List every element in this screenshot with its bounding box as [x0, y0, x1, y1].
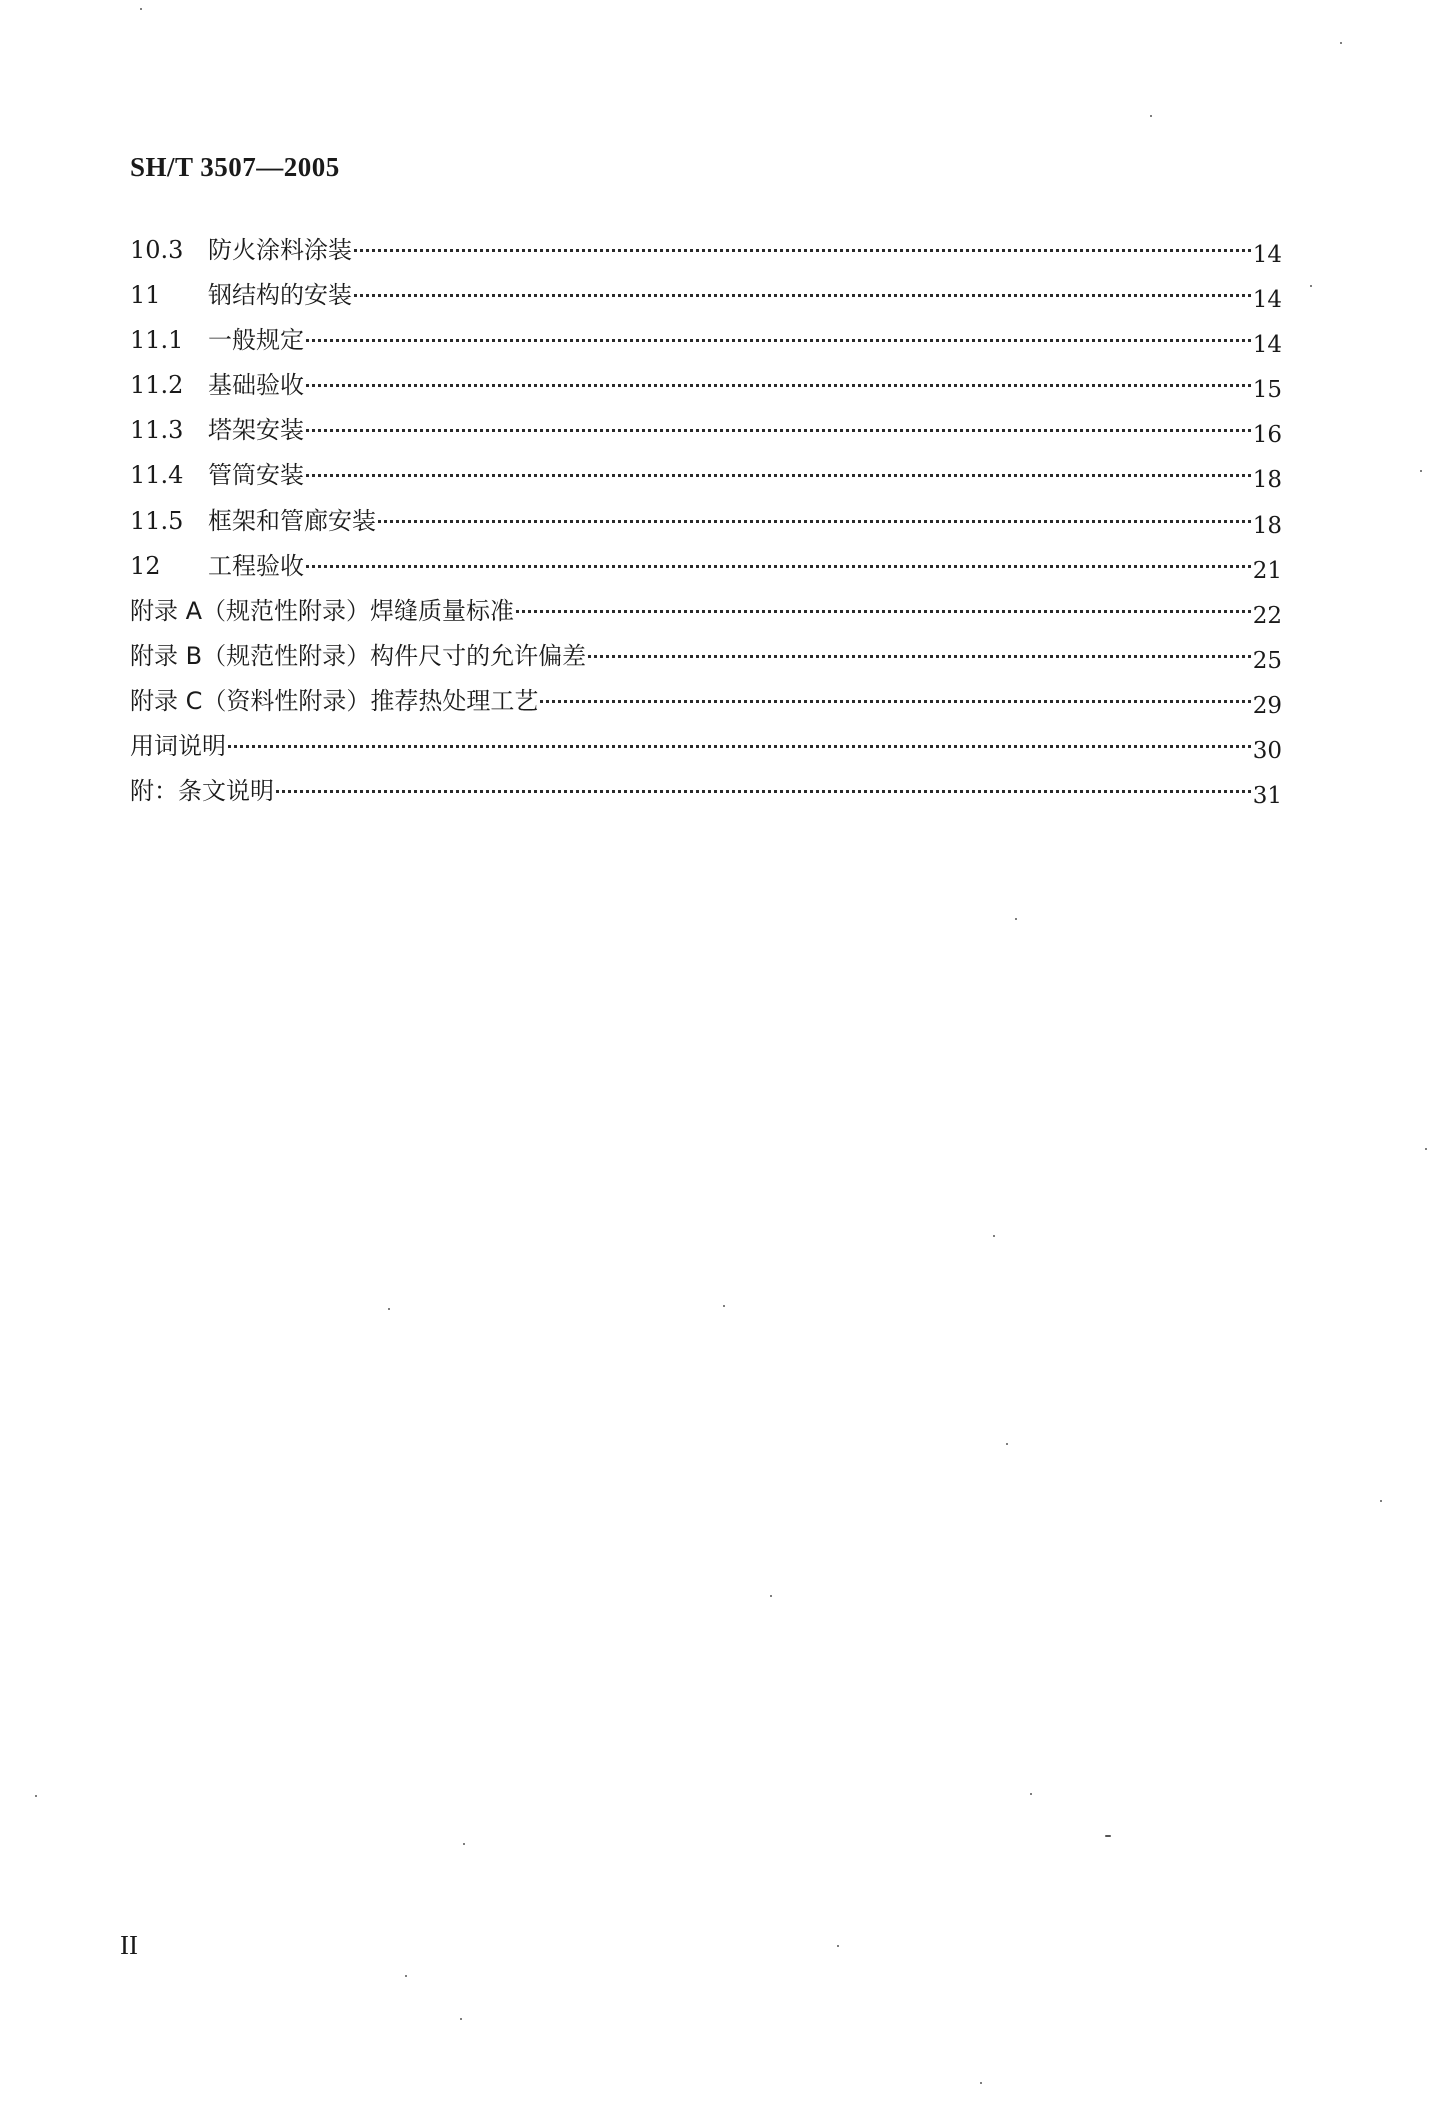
table-of-contents	[130, 228, 1282, 814]
toc-entry-title: 防火涂料涂装	[208, 236, 352, 264]
toc-entry-page: 31	[1252, 783, 1282, 810]
toc-entry-title: 框架和管廊安装	[208, 506, 376, 535]
dot-leader	[516, 610, 1251, 613]
dot-leader	[306, 429, 1251, 432]
scan-speck	[993, 1235, 995, 1237]
scan-speck	[35, 1795, 37, 1797]
toc-entry[interactable]	[130, 273, 1282, 318]
toc-entry-number: 11.1	[130, 326, 184, 355]
scan-speck	[463, 1843, 465, 1845]
scan-speck	[1105, 1835, 1111, 1837]
toc-entry-title: 工程验收	[208, 551, 304, 580]
toc-entry-title: 附：条文说明	[130, 777, 274, 806]
dot-leader	[378, 520, 1251, 523]
scan-speck	[405, 1975, 407, 1977]
scan-speck	[1310, 285, 1312, 287]
toc-entry-page: 30	[1252, 738, 1282, 765]
toc-entry-number: 10.3	[130, 236, 184, 264]
toc-entry-title: 附录 B（规范性附录）构件尺寸的允许偏差	[130, 641, 587, 670]
toc-entry-title: 基础验收	[208, 371, 304, 400]
scan-speck	[1030, 1793, 1032, 1795]
dot-leader	[306, 384, 1251, 387]
toc-entry-page: 21	[1252, 557, 1282, 584]
toc-entry-number: 11.2	[130, 371, 184, 400]
toc-entry-page: 18	[1252, 512, 1282, 539]
toc-entry-page: 16	[1252, 422, 1282, 449]
toc-entry-page: 29	[1252, 692, 1282, 719]
dot-leader	[354, 294, 1251, 297]
toc-entry-title: 钢结构的安装	[208, 281, 352, 310]
scan-speck	[1380, 1500, 1382, 1502]
scan-speck	[723, 1305, 725, 1307]
dot-leader	[306, 474, 1251, 477]
scan-speck	[837, 1945, 839, 1947]
scan-speck	[770, 1595, 772, 1597]
toc-entry-page: 14	[1252, 287, 1282, 314]
toc-entry[interactable]	[130, 408, 1282, 453]
page-number: II	[120, 1930, 138, 1960]
toc-entry[interactable]	[130, 228, 1282, 273]
toc-entry-number: 11.3	[130, 416, 184, 445]
dot-leader	[306, 565, 1251, 568]
toc-entry-title: 一般规定	[208, 326, 304, 355]
scan-speck	[1006, 1443, 1008, 1445]
scan-speck	[140, 8, 142, 10]
toc-entry-appendix-a[interactable]	[130, 589, 1282, 634]
toc-entry-page: 14	[1252, 242, 1282, 268]
toc-entry-page: 18	[1252, 467, 1282, 494]
toc-entry-number: 12	[130, 551, 161, 580]
toc-entry[interactable]	[130, 453, 1282, 498]
scan-speck	[980, 2082, 982, 2084]
toc-entry[interactable]	[130, 544, 1282, 589]
scan-speck	[460, 2018, 462, 2020]
toc-entry-number: 11	[130, 281, 161, 310]
scan-speck	[1150, 115, 1152, 117]
toc-entry-title: 用词说明	[130, 732, 226, 761]
toc-entry-explanation[interactable]	[130, 769, 1282, 814]
toc-entry-page: 14	[1252, 332, 1282, 359]
toc-entry-page: 15	[1252, 377, 1282, 404]
scan-speck	[1340, 42, 1342, 44]
toc-entry[interactable]	[130, 363, 1282, 408]
toc-entry-title: 附录 C（资料性附录）推荐热处理工艺	[130, 686, 539, 715]
toc-entry-terms[interactable]	[130, 724, 1282, 769]
toc-entry-page: 25	[1252, 647, 1282, 674]
scan-speck	[1015, 918, 1017, 920]
toc-entry-title: 管筒安装	[208, 461, 304, 490]
toc-entry-appendix-c[interactable]	[130, 679, 1282, 724]
toc-entry-title: 附录 A（规范性附录）焊缝质量标准	[130, 596, 515, 625]
scan-speck	[1420, 470, 1422, 472]
dot-leader	[588, 655, 1251, 658]
toc-entry-appendix-b[interactable]	[130, 634, 1282, 679]
dot-leader	[354, 249, 1251, 252]
scan-speck	[388, 1308, 390, 1310]
dot-leader	[540, 700, 1250, 703]
toc-entry[interactable]	[130, 499, 1282, 544]
dot-leader	[228, 745, 1251, 748]
dot-leader	[276, 790, 1251, 793]
document-code: SH/T 3507—2005	[130, 152, 340, 182]
dot-leader	[306, 339, 1251, 342]
toc-entry-page: 22	[1252, 602, 1282, 629]
toc-entry-title: 塔架安装	[208, 416, 304, 445]
toc-entry-number: 11.5	[130, 506, 184, 535]
toc-entry[interactable]	[130, 318, 1282, 363]
scan-speck	[1425, 1148, 1427, 1150]
toc-entry-number: 11.4	[130, 461, 184, 490]
